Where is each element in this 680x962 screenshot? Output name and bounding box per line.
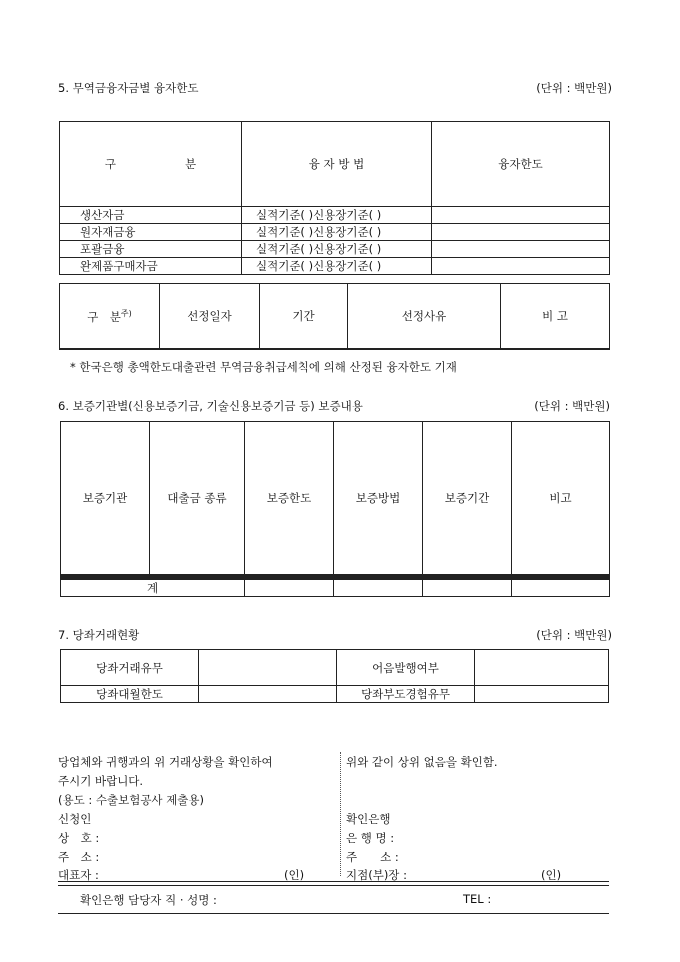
header-limit: 융자한도 bbox=[432, 122, 610, 207]
section5-title: 5. 무역금융자금별 융자한도 bbox=[58, 81, 199, 95]
request-text-line1: 당업체와 귀행과의 위 거래상황을 확인하여 bbox=[58, 755, 273, 769]
row-limit-cell[interactable] bbox=[432, 224, 610, 241]
representative-label: 대표자 : bbox=[58, 868, 99, 882]
row-method: 실적기준( )신용장기준( ) bbox=[242, 258, 432, 275]
total-label: 계 bbox=[61, 580, 245, 597]
entry-cell[interactable] bbox=[60, 349, 160, 350]
row-method: 실적기준( )신용장기준( ) bbox=[242, 207, 432, 224]
g-header-remarks: 비고 bbox=[512, 422, 610, 575]
row-label: 완제품구매자금 bbox=[60, 258, 242, 275]
branch-manager-label: 지점(부)장 : bbox=[346, 868, 407, 882]
applicant-label: 신청인 bbox=[58, 812, 92, 826]
tel-label: TEL : bbox=[463, 892, 492, 906]
loan-limit-table bbox=[59, 121, 610, 275]
dishonor-history-label: 당좌부도경험유무 bbox=[337, 686, 475, 703]
section6-title: 6. 보증기관별(신용보증기금, 기술신용보증기금 등) 보증내용 bbox=[58, 399, 363, 413]
section7-unit: (단위 : 백만원) bbox=[536, 628, 612, 642]
row-method: 실적기준( )신용장기준( ) bbox=[242, 241, 432, 258]
rule-line bbox=[58, 913, 609, 914]
checking-table bbox=[60, 649, 609, 703]
entry-cell[interactable] bbox=[512, 580, 610, 597]
applicant-seal: (인) bbox=[284, 868, 305, 882]
row-method: 실적기준( )신용장기준( ) bbox=[242, 224, 432, 241]
sub-header-remarks: 비 고 bbox=[501, 284, 610, 349]
entry-cell[interactable] bbox=[199, 686, 337, 703]
entry-cell[interactable] bbox=[475, 686, 609, 703]
row-limit-cell[interactable] bbox=[432, 258, 610, 275]
request-text-line2: 주시기 바랍니다. bbox=[58, 774, 144, 788]
trade-name-label: 상 호 : bbox=[58, 831, 100, 845]
bank-address-label: 주 소 : bbox=[346, 850, 399, 864]
row-label: 포괄금융 bbox=[60, 241, 242, 258]
sub-header-reason: 선정사유 bbox=[348, 284, 501, 349]
checking-account-label: 당좌거래유무 bbox=[61, 650, 199, 686]
g-header-loan-type: 대출금 종류 bbox=[150, 422, 245, 575]
g-header-method: 보증방법 bbox=[334, 422, 423, 575]
entry-cell[interactable] bbox=[199, 650, 337, 686]
rule-line bbox=[58, 885, 609, 886]
header-method: 융 자 방 법 bbox=[242, 122, 432, 207]
section5-unit: (단위 : 백만원) bbox=[536, 81, 612, 95]
row-label: 원자재금융 bbox=[60, 224, 242, 241]
section5-note: * 한국은행 총액한도대출관련 무역금융취급세칙에 의해 산정된 융자한도 기재 bbox=[70, 360, 457, 374]
bank-seal: (인) bbox=[541, 868, 562, 882]
address-label: 주 소 : bbox=[58, 850, 100, 864]
guarantee-table bbox=[60, 421, 610, 597]
entry-cell[interactable] bbox=[475, 650, 609, 686]
total-row bbox=[61, 580, 610, 597]
entry-cell[interactable] bbox=[260, 349, 348, 350]
header-category: 구 분 bbox=[60, 122, 242, 207]
g-header-period: 보증기간 bbox=[423, 422, 512, 575]
purpose-text: (용도 : 수출보험공사 제출용) bbox=[58, 793, 205, 807]
section6-unit: (단위 : 백만원) bbox=[534, 399, 610, 413]
rule-line bbox=[58, 881, 609, 882]
confirm-text: 위와 같이 상위 없음을 확인함. bbox=[346, 755, 498, 769]
entry-cell[interactable] bbox=[334, 580, 423, 597]
entry-cell[interactable] bbox=[160, 349, 260, 350]
entry-cell[interactable] bbox=[348, 349, 501, 350]
sub-header-date: 선정일자 bbox=[160, 284, 260, 349]
row-limit-cell[interactable] bbox=[432, 241, 610, 258]
g-header-limit: 보증한도 bbox=[245, 422, 334, 575]
bank-name-label: 은 행 명 : bbox=[346, 831, 395, 845]
entry-cell[interactable] bbox=[501, 349, 610, 350]
bill-issuance-label: 어음발행여부 bbox=[337, 650, 475, 686]
sub-header-period: 기간 bbox=[260, 284, 348, 349]
officer-label: 확인은행 담당자 직 · 성명 : bbox=[80, 893, 217, 907]
bank-confirm-label: 확인은행 bbox=[346, 812, 391, 826]
entry-cell[interactable] bbox=[423, 580, 512, 597]
g-header-institution: 보증기관 bbox=[61, 422, 150, 575]
overdraft-limit-label: 당좌대월한도 bbox=[61, 686, 199, 703]
divider bbox=[340, 752, 341, 876]
selection-table bbox=[59, 283, 610, 350]
row-limit-cell[interactable] bbox=[432, 207, 610, 224]
row-label: 생산자금 bbox=[60, 207, 242, 224]
entry-cell[interactable] bbox=[245, 580, 334, 597]
section7-title: 7. 당좌거래현황 bbox=[58, 628, 140, 642]
sub-header-category: 구 분$^{주)}$ bbox=[60, 284, 160, 349]
